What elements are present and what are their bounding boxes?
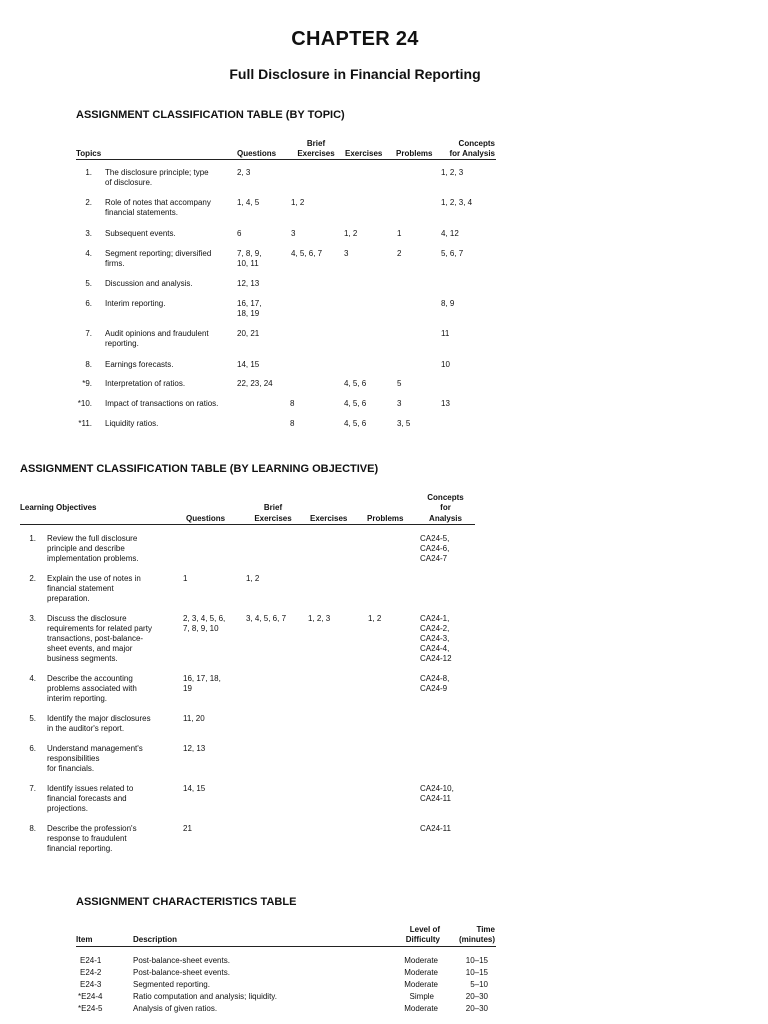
table-row-description: Ratio computation and analysis; liquidity. [133, 992, 277, 1001]
table-row-num: *10. [77, 399, 92, 408]
col-description: Description [133, 935, 178, 944]
table-row-questions: 14, 15 [183, 784, 206, 793]
table-row-objective-cont: transactions, post-balance- [47, 634, 144, 643]
table-row-questions: 21 [183, 824, 192, 833]
table-row-concepts-cont: CA24-2, [420, 624, 450, 633]
col-concepts-line2: for Analysis [449, 149, 495, 158]
col-brief-line1: Brief [263, 503, 283, 512]
table-row-num: 8. [85, 360, 92, 369]
table-row-level: Simple [409, 992, 434, 1001]
table-row-questions: 2, 3 [237, 168, 251, 177]
table-row-objective: Identify the major disclosures [47, 714, 151, 723]
table-row-topic: Impact of transactions on ratios. [105, 399, 219, 408]
table-row-questions: 22, 23, 24 [237, 379, 273, 388]
table-row-objective: Review the full disclosure [47, 534, 138, 543]
table-row-problems: 3 [397, 399, 402, 408]
table-row-questions-cont: 7, 8, 9, 10 [183, 624, 219, 633]
table-row-objective-cont: projections. [47, 804, 88, 813]
table-row-objective-cont: response to fraudulent [47, 834, 127, 843]
table-row-time: 10–15 [465, 956, 488, 965]
table-row-concepts-cont: CA24-4, [420, 644, 450, 653]
table-row-questions: 1, 4, 5 [237, 198, 260, 207]
table-row-num: 7. [85, 329, 92, 338]
table-row-objective-cont: responsibilities [47, 754, 100, 763]
table-row-concepts-cont: CA24-9 [420, 684, 448, 693]
table-row-description: Post-balance-sheet events. [133, 956, 230, 965]
table-row-topic-cont: of disclosure. [105, 178, 153, 187]
table-row-objective: Describe the profession's [47, 824, 137, 833]
table1-header-rule [76, 159, 496, 160]
table-row-concepts-cont: CA24-7 [420, 554, 448, 563]
table-row-questions: 20, 21 [237, 329, 260, 338]
table-row-concepts-cont: CA24-11 [420, 794, 451, 803]
table-row-problems: 1 [397, 229, 402, 238]
table-row-level: Moderate [404, 1004, 438, 1013]
table-row-objective-cont: problems associated with [47, 684, 137, 693]
table-row-item: *E24-5 [78, 1004, 103, 1013]
table-row-objective-cont: financial forecasts and [47, 794, 127, 803]
table-row-num: 5. [85, 279, 92, 288]
table-row-num: *11. [78, 419, 92, 428]
table-row-item: E24-1 [80, 956, 102, 965]
table-row-concepts: 13 [441, 399, 450, 408]
table-row-exercises: 4, 5, 6 [344, 379, 367, 388]
table-row-topic: Interim reporting. [105, 299, 166, 308]
table-row-objective-cont: implementation problems. [47, 554, 139, 563]
table-row-num: 4. [29, 674, 36, 683]
table3-header-rule [76, 946, 496, 947]
table-row-time: 10–15 [465, 968, 488, 977]
table-row-questions: 16, 17, [237, 299, 262, 308]
table1-heading: ASSIGNMENT CLASSIFICATION TABLE (BY TOPIC) [76, 109, 345, 121]
table-row-questions: 1 [183, 574, 188, 583]
table-row-concepts: 1, 2, 3 [441, 168, 464, 177]
table2-header-rule [20, 524, 475, 525]
table-row-num: 1. [29, 534, 36, 543]
table-row-objective-cont: sheet events, and major [47, 644, 133, 653]
table-row-concepts: CA24-10, [420, 784, 454, 793]
table-row-time: 20–30 [465, 992, 488, 1001]
table-row-brief: 3, 4, 5, 6, 7 [246, 614, 287, 623]
table-row-num: 1. [85, 168, 92, 177]
col-problems: Problems [396, 149, 433, 158]
table-row-num: 2. [85, 198, 92, 207]
col-learning-objectives: Learning Objectives [20, 503, 97, 512]
table-row-objective: Describe the accounting [47, 674, 133, 683]
table-row-concepts-cont: CA24-12 [420, 654, 452, 663]
table-row-concepts: 11 [441, 329, 450, 338]
col-time-line1: Time [476, 925, 495, 934]
table-row-concepts: 1, 2, 3, 4 [441, 198, 473, 207]
table-row-description: Post-balance-sheet events. [133, 968, 230, 977]
table-row-topic-cont: financial statements. [105, 208, 178, 217]
table-row-topic: Earnings forecasts. [105, 360, 174, 369]
table-row-questions: 16, 17, 18, [183, 674, 221, 683]
table-row-num: 7. [29, 784, 36, 793]
table-row-num: 2. [29, 574, 36, 583]
table-row-item: *E24-4 [78, 992, 103, 1001]
table-row-questions: 14, 15 [237, 360, 260, 369]
table-row-questions: 11, 20 [183, 714, 205, 723]
table-row-problems: 2 [397, 249, 402, 258]
table-row-num: 6. [85, 299, 92, 308]
table-row-objective-cont: financial reporting. [47, 844, 113, 853]
table-row-topic-cont: reporting. [105, 339, 139, 348]
table-row-questions-cont: 19 [183, 684, 192, 693]
table-row-num: 3. [85, 229, 92, 238]
table-row-brief: 4, 5, 6, 7 [291, 249, 323, 258]
table-row-questions: 12, 13 [183, 744, 206, 753]
col-brief-line2: Exercises [254, 514, 292, 523]
table-row-questions: 12, 13 [237, 279, 260, 288]
col-item: Item [76, 935, 93, 944]
table-row-questions: 6 [237, 229, 242, 238]
col-brief-line1: Brief [306, 139, 326, 148]
col-exercises: Exercises [310, 514, 348, 523]
table-row-problems: 5 [397, 379, 402, 388]
table-row-time: 20–30 [465, 1004, 488, 1013]
table-row-num: 8. [29, 824, 36, 833]
table-row-topic: Discussion and analysis. [105, 279, 193, 288]
table-row-problems: 1, 2 [368, 614, 382, 623]
table-row-level: Moderate [404, 956, 438, 965]
table-row-topic: Liquidity ratios. [105, 419, 159, 428]
col-topics: Topics [76, 149, 102, 158]
table-row-exercises: 1, 2 [344, 229, 358, 238]
col-level-line1: Level of [409, 925, 440, 934]
table-row-description: Segmented reporting. [133, 980, 210, 989]
table-row-objective-cont: interim reporting. [47, 694, 108, 703]
table-row-num: 6. [29, 744, 36, 753]
table-row-level: Moderate [404, 968, 438, 977]
table-row-topic: Interpretation of ratios. [105, 379, 186, 388]
table-row-topic: Role of notes that accompany [105, 198, 211, 207]
table-row-brief: 1, 2 [246, 574, 260, 583]
table2-heading: ASSIGNMENT CLASSIFICATION TABLE (BY LEARNING OBJECTIVE) [20, 463, 379, 475]
table-row-exercises: 1, 2, 3 [308, 614, 331, 623]
col-problems: Problems [367, 514, 404, 523]
table-row-item: E24-2 [80, 968, 102, 977]
table-row-item: E24-3 [80, 980, 102, 989]
table-row-brief: 8 [290, 419, 295, 428]
table-row-objective: Discuss the disclosure [47, 614, 127, 623]
table-row-num: 4. [85, 249, 92, 258]
table-row-exercises: 4, 5, 6 [344, 419, 367, 428]
table-row-objective: Understand management's [47, 744, 143, 753]
table-row-objective: Identify issues related to [47, 784, 134, 793]
table-row-time: 5–10 [470, 980, 488, 989]
table-row-questions-cont: 10, 11 [237, 259, 259, 268]
table-row-concepts: 8, 9 [441, 299, 455, 308]
table-row-brief: 3 [291, 229, 296, 238]
col-exercises: Exercises [345, 149, 383, 158]
table-row-objective-cont: principle and describe [47, 544, 125, 553]
table-row-objective-cont: business segments. [47, 654, 118, 663]
col-concepts-line2: for [440, 503, 451, 512]
table-row-exercises: 4, 5, 6 [344, 399, 367, 408]
table-row-num: 5. [29, 714, 36, 723]
table-row-questions-cont: 18, 19 [237, 309, 260, 318]
chapter-title: CHAPTER 24 [291, 28, 419, 50]
table-row-concepts-cont: CA24-6, [420, 544, 450, 553]
col-concepts-line3: Analysis [429, 514, 462, 523]
table-row-concepts-cont: CA24-3, [420, 634, 450, 643]
table-row-num: *9. [82, 379, 92, 388]
table-row-objective-cont: requirements for related party [47, 624, 152, 633]
table-row-concepts: CA24-11 [420, 824, 451, 833]
table-row-description: Analysis of given ratios. [133, 1004, 218, 1013]
table-row-questions: 7, 8, 9, [237, 249, 262, 258]
col-time-line2: (minutes) [459, 935, 495, 944]
table-row-concepts: 10 [441, 360, 450, 369]
table-row-questions: 2, 3, 4, 5, 6, [183, 614, 226, 623]
table-row-objective: Explain the use of notes in [47, 574, 141, 583]
col-concepts-line1: Concepts [427, 493, 464, 502]
table-row-objective-cont: in the auditor's report. [47, 724, 125, 733]
col-brief-line2: Exercises [297, 149, 335, 158]
chapter-subtitle: Full Disclosure in Financial Reporting [229, 66, 481, 82]
table-row-concepts: CA24-8, [420, 674, 450, 683]
table-row-brief: 8 [290, 399, 295, 408]
table-row-topic-cont: firms. [105, 259, 125, 268]
table-row-concepts: 5, 6, 7 [441, 249, 464, 258]
table-row-topic: Subsequent events. [105, 229, 176, 238]
table-row-topic: The disclosure principle; type [105, 168, 209, 177]
table-row-objective-cont: for financials. [47, 764, 95, 773]
table3-heading: ASSIGNMENT CHARACTERISTICS TABLE [76, 896, 297, 908]
table-row-objective-cont: preparation. [47, 594, 90, 603]
table-row-objective-cont: financial statement [47, 584, 114, 593]
table-row-topic: Segment reporting; diversified [105, 249, 212, 258]
table-row-num: 3. [29, 614, 36, 623]
table-row-concepts: CA24-1, [420, 614, 450, 623]
col-concepts-line1: Concepts [458, 139, 495, 148]
table-row-concepts: CA24-5, [420, 534, 450, 543]
table-row-level: Moderate [404, 980, 438, 989]
table-row-exercises: 3 [344, 249, 349, 258]
table-row-topic: Audit opinions and fraudulent [105, 329, 209, 338]
col-questions: Questions [237, 149, 277, 158]
col-questions: Questions [186, 514, 226, 523]
table-row-problems: 3, 5 [397, 419, 411, 428]
table-row-concepts: 4, 12 [441, 229, 459, 238]
table-row-brief: 1, 2 [291, 198, 305, 207]
col-level-line2: Difficulty [405, 935, 440, 944]
